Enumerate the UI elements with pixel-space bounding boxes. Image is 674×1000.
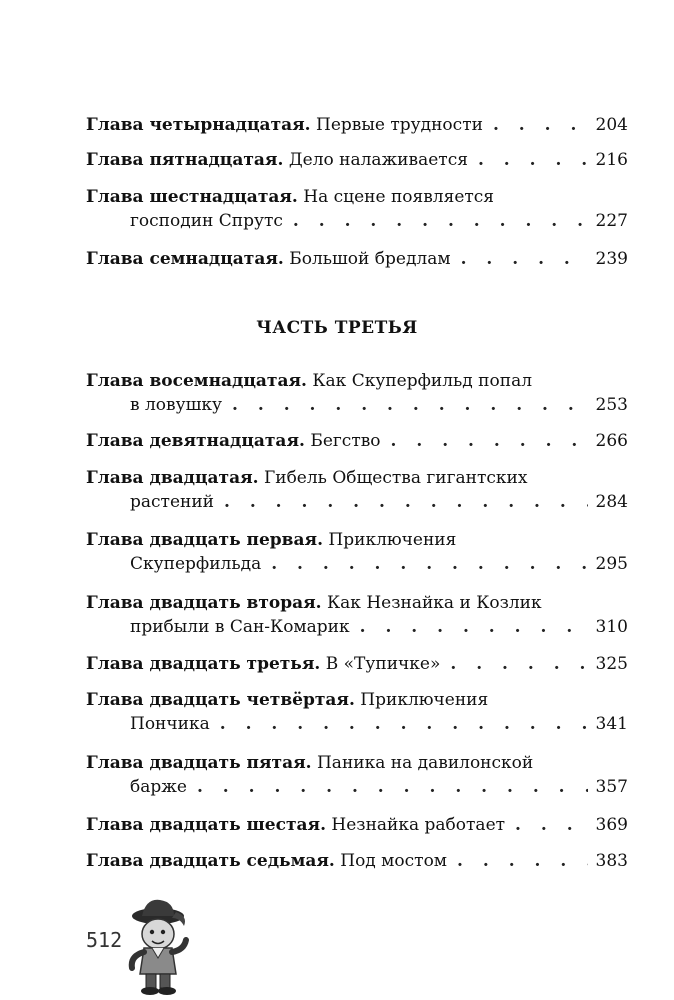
chapter-title: Глава восемнадцатая.: [86, 371, 307, 391]
leader-dots: [232, 393, 588, 417]
leader-dots: [360, 615, 588, 639]
leader-dots: [220, 712, 588, 736]
chapter-name-cont: растений: [130, 492, 214, 512]
leader-dots: [493, 113, 588, 137]
chapter-name-cont: барже: [130, 777, 187, 797]
chapter-name: Приключения: [328, 530, 457, 550]
chapter-name: Дело налаживается: [288, 150, 468, 170]
toc-entry: [86, 591, 628, 639]
leader-dots: [293, 209, 588, 233]
page-ref: 383: [595, 851, 628, 871]
chapter-title: Глава девятнадцатая.: [86, 431, 305, 451]
page-ref: 253: [595, 395, 628, 415]
toc-entry: [86, 466, 628, 514]
chapter-title: Глава двадцатая.: [86, 468, 259, 488]
page-ref: 227: [595, 211, 628, 231]
chapter-name: Приключения: [360, 690, 489, 710]
page-number: 512: [86, 928, 123, 952]
chapter-name-cont: Пончика: [130, 714, 210, 734]
leader-dots: [271, 552, 588, 576]
leader-dots: [391, 429, 588, 453]
part-title: ЧАСТЬ ТРЕТЬЯ: [256, 318, 418, 338]
chapter-name: Как Скуперфильд попал: [312, 371, 532, 391]
chapter-name: Как Незнайка и Козлик: [327, 593, 542, 613]
chapter-name-cont: в ловушку: [130, 395, 223, 415]
leader-dots: [224, 490, 588, 514]
chapter-title: Глава двадцать шестая.: [86, 815, 327, 835]
mascot-illustration-icon: [118, 896, 200, 996]
page-ref: 325: [595, 654, 628, 674]
toc-entry: [86, 148, 628, 172]
toc-entry: [86, 849, 628, 873]
page-ref: 216: [595, 150, 628, 170]
chapter-title: Глава двадцать вторая.: [86, 593, 322, 613]
leader-dots: [478, 148, 588, 172]
chapter-name: Первые трудности: [316, 115, 483, 135]
page-ref: 204: [595, 115, 628, 135]
chapter-name: В «Тупичке»: [325, 654, 441, 674]
chapter-title: Глава двадцать четвёртая.: [86, 690, 355, 710]
chapter-title: Глава четырнадцатая.: [86, 115, 311, 135]
chapter-name-cont: Скуперфильда: [130, 554, 262, 574]
chapter-title: Глава шестнадцатая.: [86, 187, 298, 207]
chapter-name: Большой бредлам: [289, 249, 451, 269]
chapter-title: Глава двадцать седьмая.: [86, 851, 335, 871]
page-ref: 239: [595, 249, 628, 269]
page-ref: 341: [595, 714, 628, 734]
toc-entry: [86, 751, 628, 799]
leader-dots: [515, 813, 588, 837]
page-ref: 266: [595, 431, 628, 451]
toc-entry: [86, 429, 628, 453]
chapter-title: Глава семнадцатая.: [86, 249, 284, 269]
toc-entry: [86, 813, 628, 837]
leader-dots: [461, 247, 588, 271]
chapter-name: На сцене появляется: [303, 187, 495, 207]
chapter-title: Глава пятнадцатая.: [86, 150, 284, 170]
leader-dots: [457, 849, 588, 873]
chapter-name-cont: господин Спрутс: [130, 211, 283, 231]
page-ref: 295: [595, 554, 628, 574]
chapter-name: Гибель Общества гигантских: [263, 468, 528, 488]
chapter-name-cont: прибыли в Сан-Комарик: [130, 617, 350, 637]
toc-entry: [86, 688, 628, 736]
chapter-title: Глава двадцать пятая.: [86, 753, 312, 773]
chapter-name: Бегство: [310, 431, 381, 451]
toc-entry: [86, 369, 628, 417]
leader-dots: [450, 652, 588, 676]
toc-entry: [86, 185, 628, 233]
leader-dots: [197, 775, 588, 799]
toc-entry: [86, 652, 628, 676]
chapter-name: Паника на давилонской: [316, 753, 534, 773]
chapter-name: Незнайка работает: [331, 815, 506, 835]
chapter-title: Глава двадцать первая.: [86, 530, 323, 550]
toc-entry: [86, 528, 628, 576]
toc-entry: [86, 247, 628, 271]
chapter-title: Глава двадцать третья.: [86, 654, 321, 674]
page-ref: 369: [595, 815, 628, 835]
page-ref: 310: [595, 617, 628, 637]
page-ref: 357: [595, 777, 628, 797]
page-ref: 284: [595, 492, 628, 512]
toc-entry: [86, 113, 628, 137]
chapter-name: Под мостом: [340, 851, 448, 871]
